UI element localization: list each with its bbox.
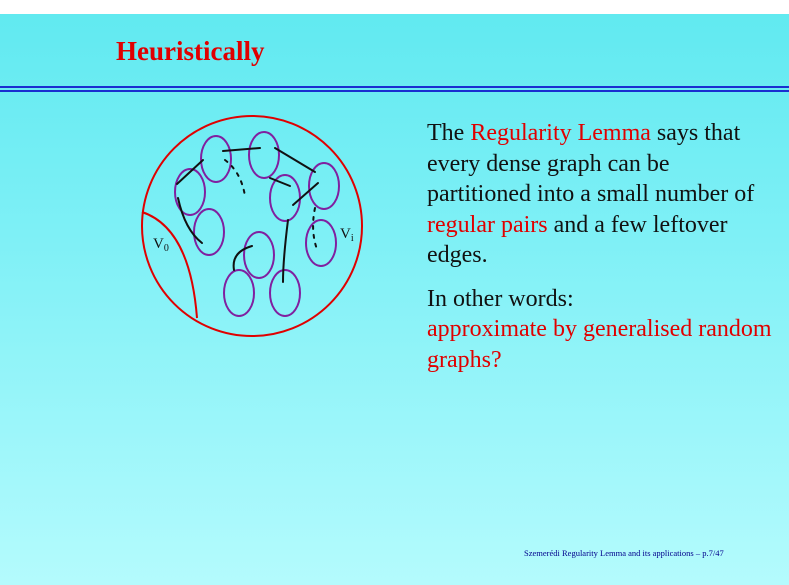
cluster (194, 209, 224, 255)
edge (178, 198, 202, 243)
label-vi-subscript: i (350, 233, 354, 244)
slide-title: Heuristically (116, 36, 265, 66)
cluster (175, 169, 205, 215)
slide-footer: Szemerédi Regularity Lemma and its applications – p.7/47 (524, 548, 724, 558)
cluster (249, 132, 279, 178)
top-strip (0, 0, 789, 14)
edge (293, 183, 318, 205)
cluster (244, 232, 274, 278)
slide-body (427, 118, 772, 388)
p2-highlight: approximate by generalised random graphs? (427, 316, 772, 373)
paragraph-other-words (427, 284, 772, 376)
label-v0-subscript: 0 (163, 243, 169, 254)
cluster (270, 270, 300, 316)
p1-text-start: The (427, 120, 471, 146)
partition-diagram (135, 110, 370, 340)
edge (283, 220, 288, 282)
title-rule-upper (0, 86, 789, 88)
edge (275, 148, 315, 172)
label-v0 (153, 236, 169, 254)
p2-lead: In other words: (427, 285, 574, 312)
p1-text-middle: says that every dense graph can be partitioned into a small number of (427, 120, 755, 207)
cluster (224, 270, 254, 316)
label-v0-letter: V (153, 236, 164, 252)
cluster (270, 175, 300, 221)
cluster-group (175, 132, 339, 316)
cluster (306, 220, 336, 266)
edge (234, 246, 252, 270)
term-regular-pairs: regular pairs (427, 211, 548, 238)
term-regularity-lemma: Regularity Lemma (470, 120, 651, 146)
p1-text-end: and a few leftover edges. (427, 211, 728, 268)
label-vi (340, 226, 354, 244)
title-rule-lower (0, 90, 789, 92)
dashed-edge (225, 160, 245, 196)
cluster (201, 136, 231, 182)
dashed-edge (313, 208, 318, 252)
label-vi-letter: V (340, 226, 351, 242)
paragraph-regularity (427, 118, 772, 271)
edge (177, 160, 203, 184)
